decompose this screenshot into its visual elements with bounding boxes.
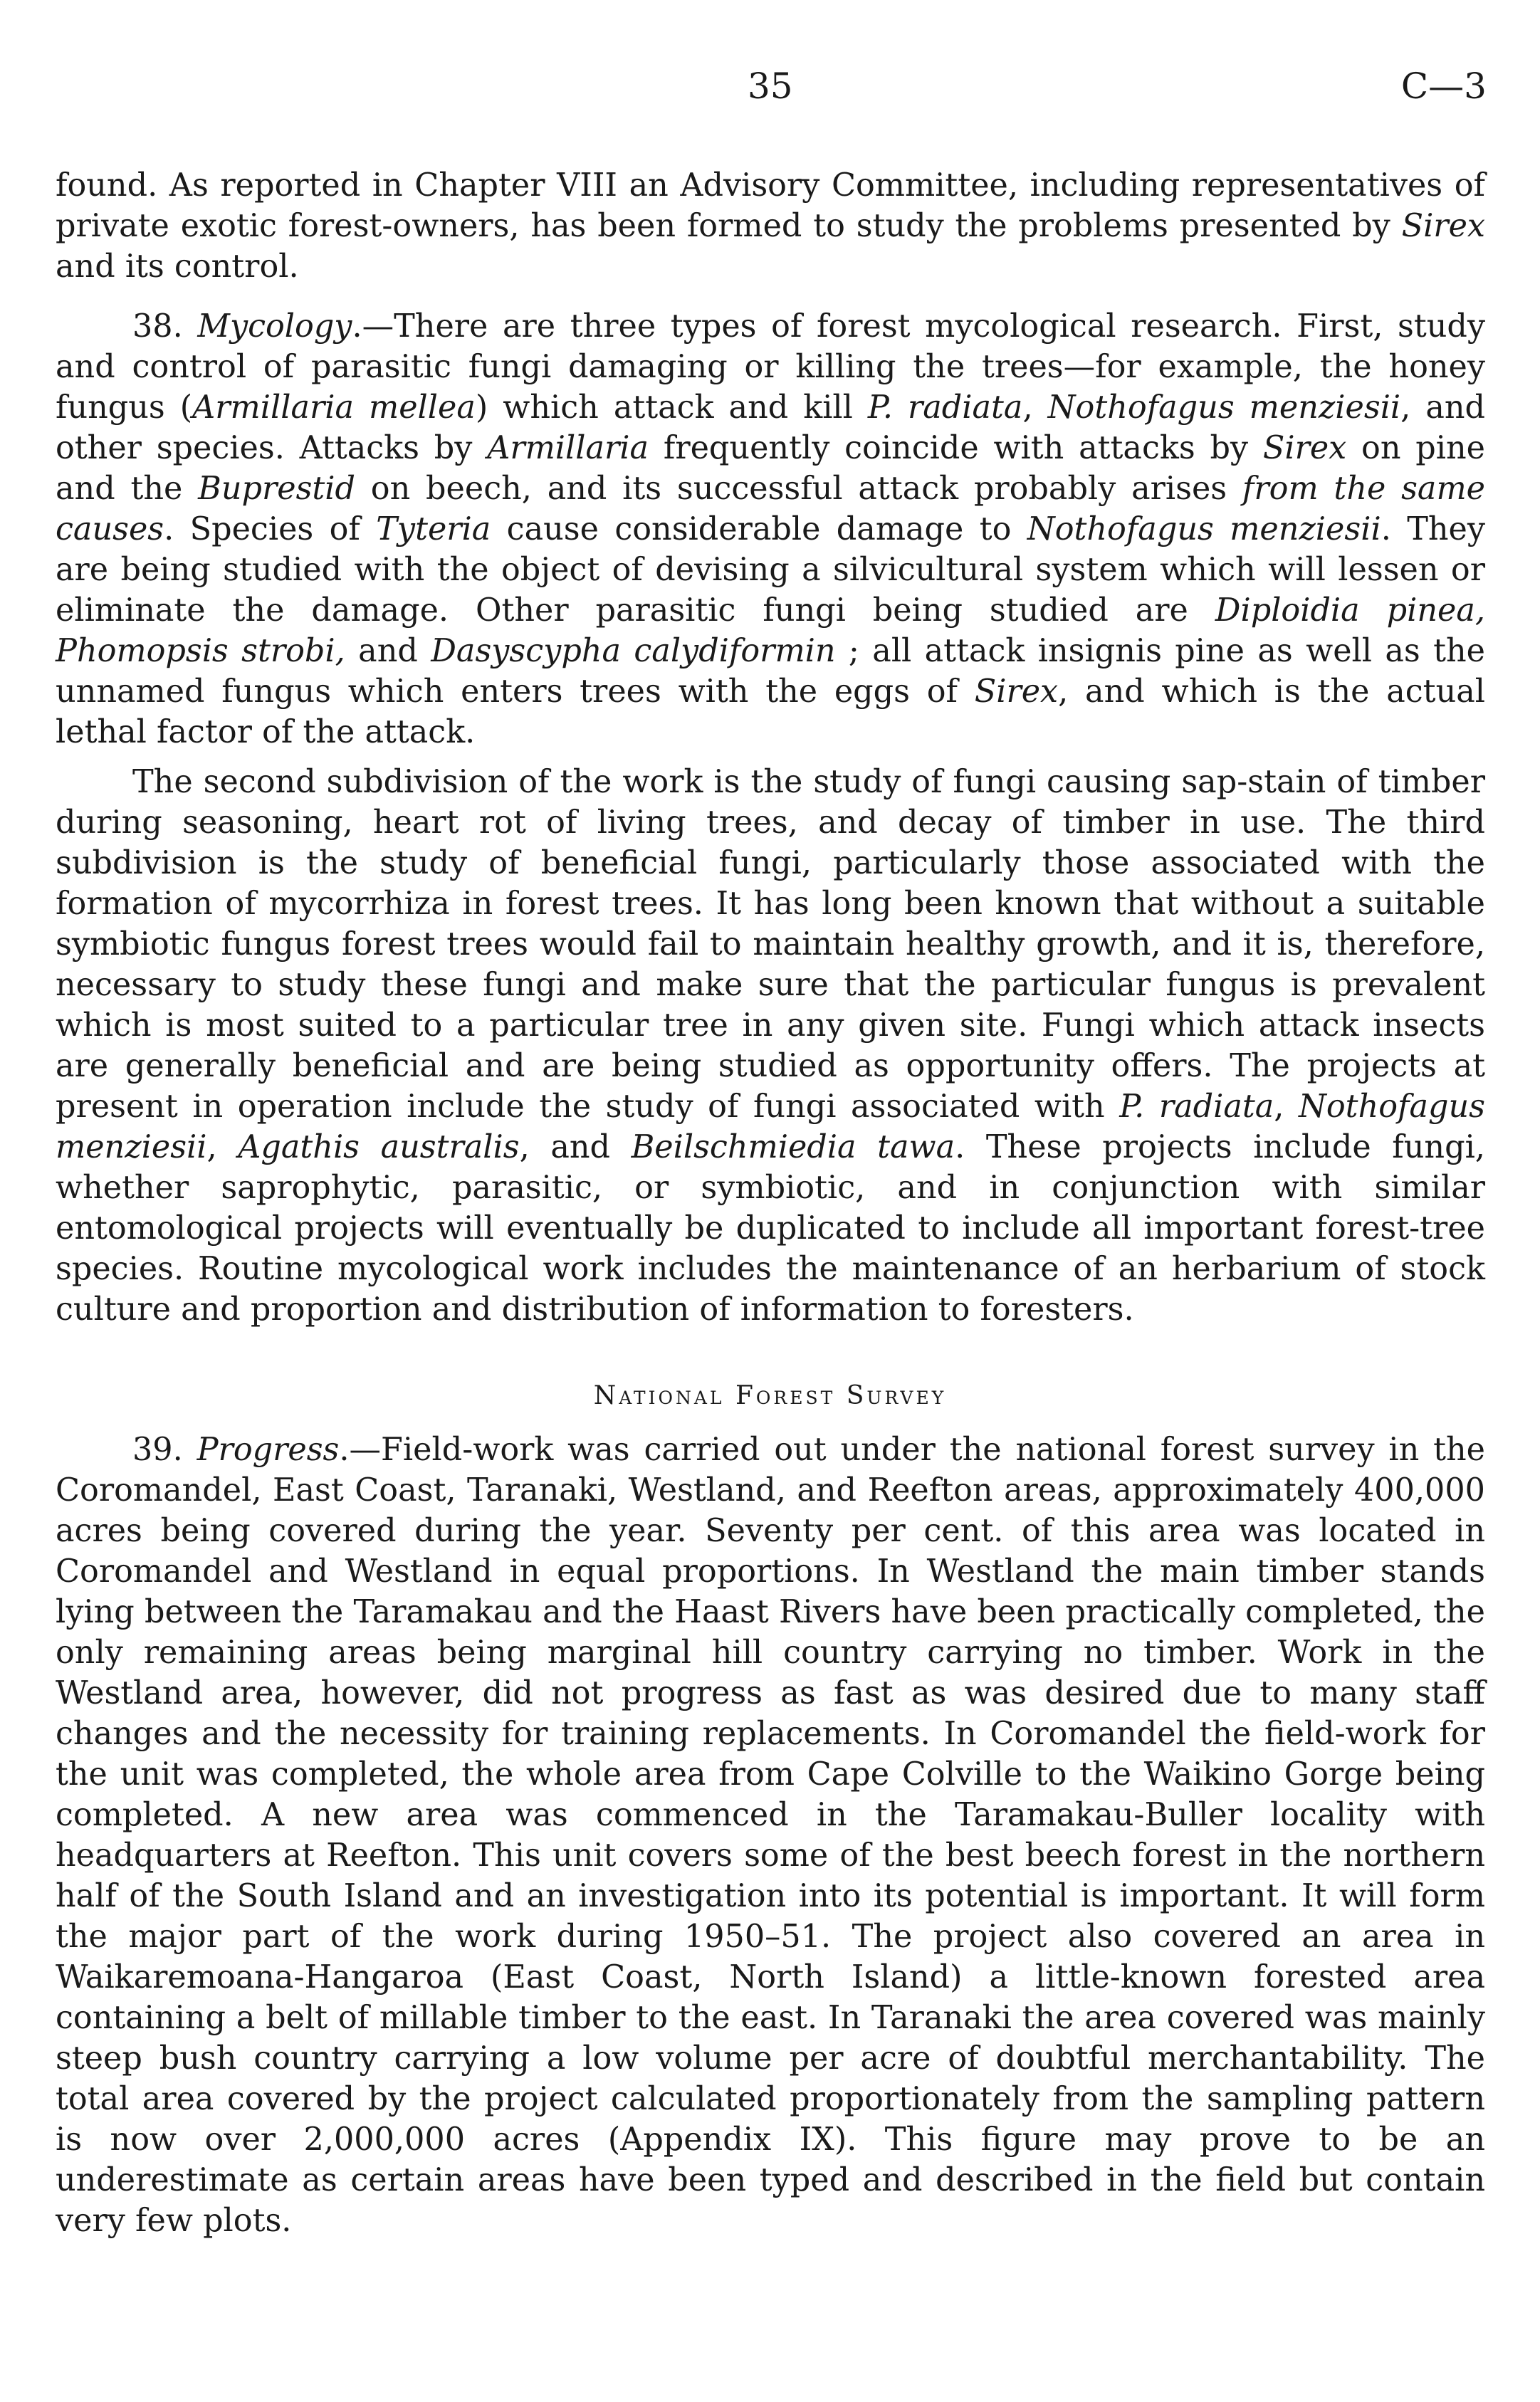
paragraph-text: , and which is the actual lethal factor of the attack.	[56, 673, 1485, 750]
paragraph-text: found. As reported in Chapter VIII an Advisory Committee, including representatives of private exotic forest-owners, has been formed to study the problems presented by	[56, 167, 1485, 244]
paragraph-text: and	[345, 633, 431, 669]
document-code: C—3	[1400, 65, 1487, 107]
paragraph-text: .—Field-work was carried out under the national forest survey in the Coromandel, East Coast, Taranaki, Westland, and Reefton areas, approximately 400,000 acres being covered during the year. Seventy per cent. of this area was located in Coromandel and Westland in equal proportions. In Westland the main timber stands lying between the Taramakau and the Haast Rivers have been practically completed, the only remaining areas being marginal hill country carrying no timber. Work in the Westland area, however, did not progress as fast as was desired due to many staff changes and the necessity for training replacements. In Coromandel the field-work for the unit was completed, the whole area from Cape Colville to the Waikino Gorge being completed. A new area was commenced in the Taramakau-Buller locality with headquarters at Reefton. This unit covers some of the best beech forest in the northern half of the South Island and an investigation into its potential is important. It will form the major part of the work during 1950–51. The project also covered an area in Waikaremoana-Hangaroa (East Coast, North Island) a little-known forested area containing a belt of millable timber to the east. In Taranaki the area covered was mainly steep bush country carrying a low volume per acre of doubtful merchantability. The total area covered by the project calculated proportionately from the sampling pattern is now over 2,000,000 acres (Appendix IX). This figure may prove to be an underestimate as certain areas have been typed and described in the field but contain very few plots.	[56, 1432, 1486, 2239]
page-number: 35	[748, 65, 793, 107]
section-heading: National Forest Survey	[593, 1381, 947, 1410]
section-number: 38.	[132, 308, 198, 345]
section-number: 39.	[132, 1432, 197, 1468]
paragraph-text: . They are being studied with the object of devising a silvicultural system which will lessen or eliminate the damage. Other parasitic fungi being studied are	[56, 511, 1486, 629]
paragraph-fungi-subdivisions	[56, 762, 1485, 1330]
paragraph-text: . Species of	[164, 511, 377, 547]
italic-term: Armillaria mellea	[192, 389, 476, 426]
paragraph-progress	[56, 1430, 1485, 2241]
italic-term: Nothofagus menziesii	[1027, 511, 1381, 547]
paragraph-text: ,	[1022, 389, 1048, 426]
paragraph-text: The second subdivision of the work is the study of fungi causing sap-stain of timber during seasoning, heart rot of living trees, and decay of timber in use. The third subdivision is the study of beneficial fungi, particularly those associated with the formation of mycorrhiza in forest trees. It has long been known that without a suitable symbiotic fungus forest trees would fail to maintain healthy growth, and it is, therefore, necessary to study these fungi and make sure that the particular fungus is prevalent which is most suited to a particular tree in any given site. Fungi which attack insects are generally beneficial and are being studied as opportunity offers. The projects at present in operation include the study of fungi associated with	[56, 764, 1485, 1125]
paragraph-text: . These projects include fungi, whether saprophytic, parasitic, or symbiotic, and in conjunction with similar entomological projects will eventually be duplicated to include all important forest-tree species. Routine mycological work includes the maintenance of an herbarium of stock culture and proportion and distribution of information to foresters.	[56, 1129, 1485, 1328]
paragraph-text: ,	[1274, 1089, 1299, 1125]
italic-term: Diploidia pinea, Phomopsis strobi,	[56, 592, 1486, 669]
paragraph-text: .—There are three types of forest mycological research. First, study and control of parasitic fungi damaging or killing the trees—for example, the honey fungus (	[56, 308, 1485, 426]
paragraph-text: , and other species. Attacks by	[56, 389, 1485, 466]
page-header	[0, 65, 1540, 115]
italic-term: from the same causes	[56, 471, 1485, 547]
paragraph-mycology	[56, 306, 1485, 752]
italic-term: Tyteria	[376, 511, 491, 547]
paragraph-text: on pine and the	[56, 430, 1486, 507]
section-title: Mycology	[197, 308, 352, 345]
italic-term: P. radiata	[1119, 1089, 1274, 1125]
section-title: Progress	[197, 1432, 340, 1468]
paragraph-text: on beech, and its successful attack probably arises	[355, 471, 1242, 507]
italic-term: Beilschmiedia tawa	[631, 1129, 955, 1165]
paragraph-text: ,	[206, 1129, 239, 1165]
paragraph-text: , and	[519, 1129, 632, 1165]
paragraph-text: frequently coincide with attacks by	[649, 430, 1263, 466]
paragraph-text: ) which attack and kill	[475, 389, 868, 426]
italic-term: Nothofagus menziesii	[1047, 389, 1401, 426]
paragraph-text: ; all attack insignis pine as well as the unnamed fungus which enters trees with the eggs of	[56, 633, 1486, 710]
italic-term: Dasyscypha calydiformin	[431, 633, 836, 669]
italic-term: Sirex	[974, 673, 1059, 710]
italic-term: Armillaria	[487, 430, 649, 466]
paragraph-text: and its control.	[56, 248, 299, 285]
italic-term: P. radiata	[867, 389, 1023, 426]
italic-term: Nothofagus menziesii	[56, 1089, 1485, 1165]
paragraph-text: cause considerable damage to	[491, 511, 1027, 547]
italic-term: Agathis australis	[238, 1129, 520, 1165]
italic-term: Sirex	[1262, 430, 1347, 466]
paragraph-continuation	[56, 165, 1485, 287]
italic-term: Buprestid	[198, 471, 356, 507]
italic-term: Sirex	[1401, 208, 1485, 244]
